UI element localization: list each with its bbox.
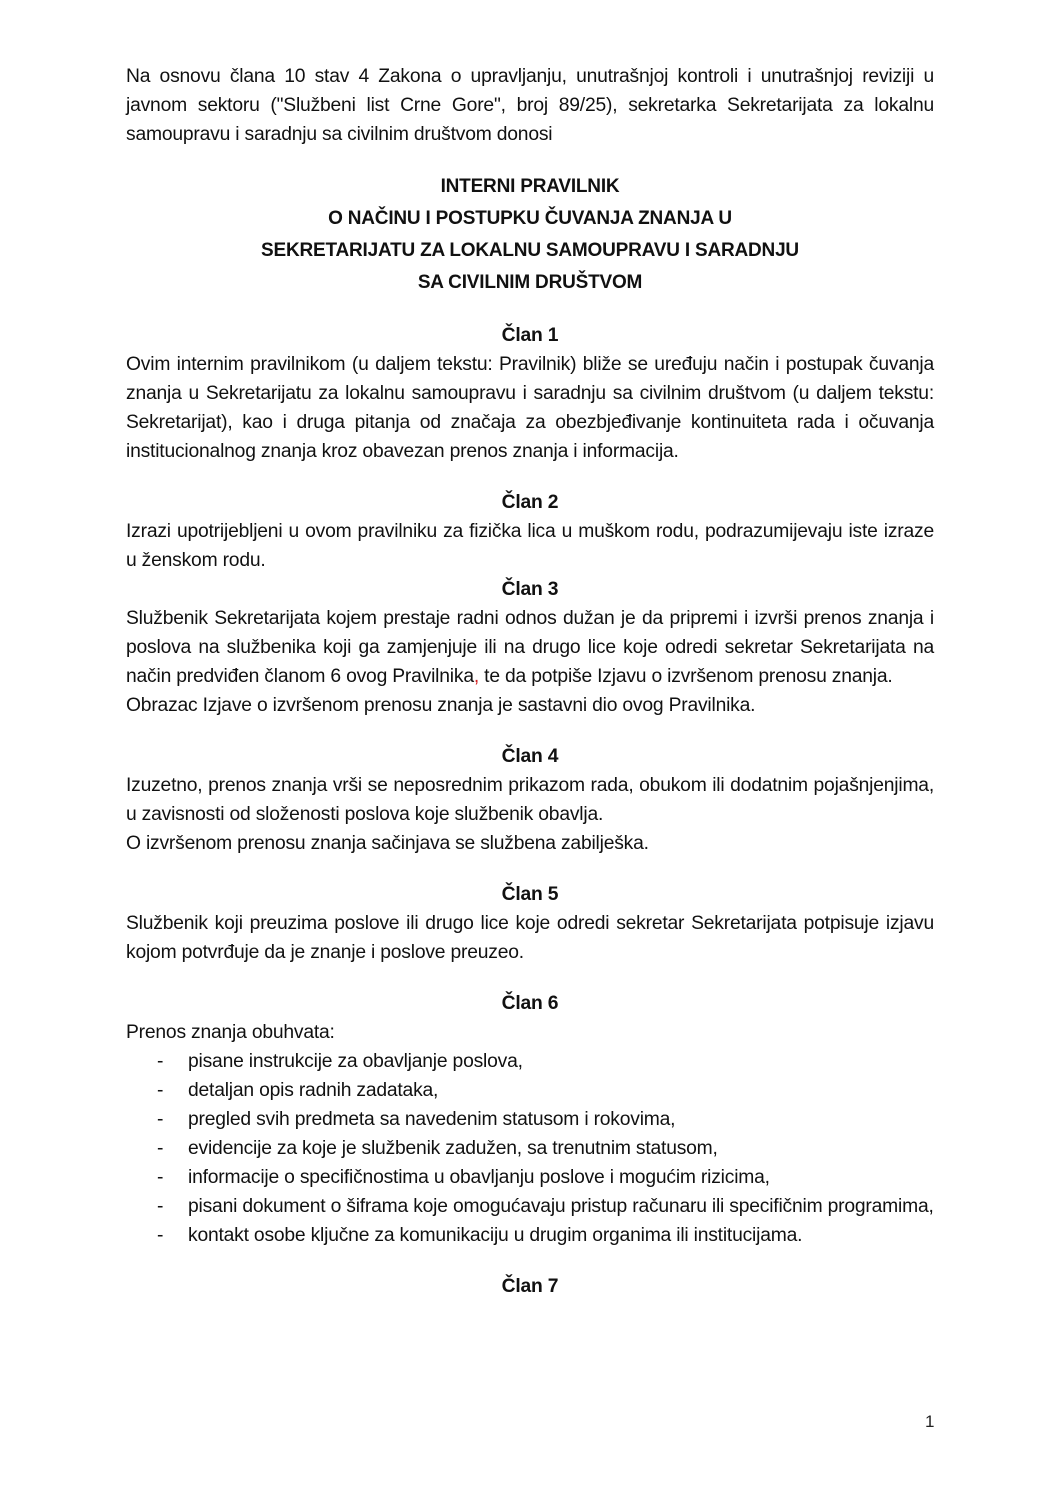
article-5-paragraph: Službenik koji preuzima poslove ili drugo lice koje odredi sekretar Sekretarijata potpisuje izjavu kojom potvrđuje da je znanje i poslove preuzeo. bbox=[126, 913, 934, 963]
article-4-paragraph-2: O izvršenom prenosu znanja sačinjava se službena zabilješka. bbox=[126, 833, 649, 854]
page-content bbox=[126, 62, 934, 1301]
list-item bbox=[126, 1134, 934, 1163]
title-line: O NAČINU I POSTUPKU ČUVANJA ZNANJA U bbox=[328, 208, 732, 229]
title-line: INTERNI PRAVILNIK bbox=[440, 176, 620, 197]
dash-bullet-icon: - bbox=[157, 1109, 164, 1130]
article-heading-4: Član 4 bbox=[501, 746, 559, 767]
dash-bullet-icon: - bbox=[157, 1167, 164, 1188]
article-1-paragraph: Ovim internim pravilnikom (u daljem tekstu: Pravilnik) bliže se uređuju način i postupak čuvanja znanja u Sekretarijatu za lokalnu samoupravu i saradnju sa civilnim društvom (u daljem tekstu: Sekretarijat), kao i druga pitanja od značaja za obezbjeđivanje kontinuiteta rada i očuvanja institucionalnog znanja kroz obavezan prenos znanja i informacija. bbox=[126, 354, 934, 462]
dash-bullet-icon: - bbox=[157, 1080, 164, 1101]
article-2-paragraph: Izrazi upotrijebljeni u ovom pravilniku za fizička lica u muškom rodu, podrazumijevaju iste izraze u ženskom rodu. bbox=[126, 521, 934, 571]
title-line: SEKRETARIJATU ZA LOKALNU SAMOUPRAVU I SARADNJU bbox=[261, 240, 799, 261]
list-item bbox=[126, 1105, 934, 1134]
article-3-text: Službenik Sekretarijata kojem prestaje radni odnos dužan je da pripremi i izvrši prenos znanja i poslova na službenika koji ga zamjenjuje ili na drugo lice koje odredi sekretar Sekretarijata na način predviđen članom 6 ovog Pravilnika bbox=[126, 608, 934, 687]
knowledge-transfer-list bbox=[126, 1047, 934, 1250]
list-item bbox=[126, 1047, 934, 1076]
list-item-text: pisane instrukcije za obavljanje poslova, bbox=[188, 1051, 523, 1072]
article-6-paragraph: Prenos znanja obuhvata: bbox=[126, 1022, 335, 1043]
highlighted-comma: , bbox=[473, 666, 480, 687]
dash-bullet-icon: - bbox=[157, 1051, 164, 1072]
list-item-text: evidencije za koje je službenik zadužen, sa trenutnim statusom, bbox=[188, 1138, 718, 1159]
dash-bullet-icon: - bbox=[157, 1196, 164, 1217]
intro-paragraph: Na osnovu člana 10 stav 4 Zakona o upravljanju, unutrašnjoj kontroli i unutrašnjoj reviziji u javnom sektoru ("Službeni list Crne Gore", broj 89/25), sekretarka Sekretarijata za lokalnu samoupravu i saradnju sa civilnim društvom donosi bbox=[126, 66, 934, 145]
list-item-text: kontakt osobe ključne za komunikaciju u drugim organima ili institucijama. bbox=[188, 1225, 803, 1246]
title-line: SA CIVILNIM DRUŠTVOM bbox=[417, 272, 643, 293]
article-heading-1: Član 1 bbox=[501, 325, 559, 346]
dash-bullet-icon: - bbox=[157, 1138, 164, 1159]
article-heading-3: Član 3 bbox=[501, 579, 559, 600]
page-number: 1 bbox=[925, 1412, 935, 1431]
list-item-text: detaljan opis radnih zadataka, bbox=[188, 1080, 439, 1101]
dash-bullet-icon: - bbox=[157, 1225, 164, 1246]
article-heading-7: Član 7 bbox=[501, 1276, 559, 1297]
list-item-text: pregled svih predmeta sa navedenim statusom i rokovima, bbox=[188, 1109, 676, 1130]
article-3-paragraph bbox=[126, 604, 934, 691]
article-3-paragraph-2: Obrazac Izjave o izvršenom prenosu znanja je sastavni dio ovog Pravilnika. bbox=[126, 695, 756, 716]
list-item bbox=[126, 1076, 934, 1105]
list-item bbox=[126, 1221, 934, 1250]
article-heading-2: Član 2 bbox=[501, 492, 559, 513]
article-3-text-cont: te da potpiše Izjavu o izvršenom prenosu znanja. bbox=[479, 666, 893, 687]
article-heading-5: Član 5 bbox=[501, 884, 559, 905]
list-item bbox=[126, 1163, 934, 1192]
document-title bbox=[126, 171, 934, 299]
list-item-text: informacije o specifičnostima u obavljanju poslove i mogućim rizicima, bbox=[188, 1167, 770, 1188]
list-item bbox=[126, 1192, 934, 1221]
list-item-text: pisani dokument o šiframa koje omogućavaju pristup računaru ili specifičnim programima, bbox=[188, 1196, 934, 1217]
article-heading-6: Član 6 bbox=[501, 993, 559, 1014]
article-4-paragraph: Izuzetno, prenos znanja vrši se neposrednim prikazom rada, obukom ili dodatnim pojašnjenjima, u zavisnosti od složenosti poslova koje službenik obavlja. bbox=[126, 775, 934, 825]
